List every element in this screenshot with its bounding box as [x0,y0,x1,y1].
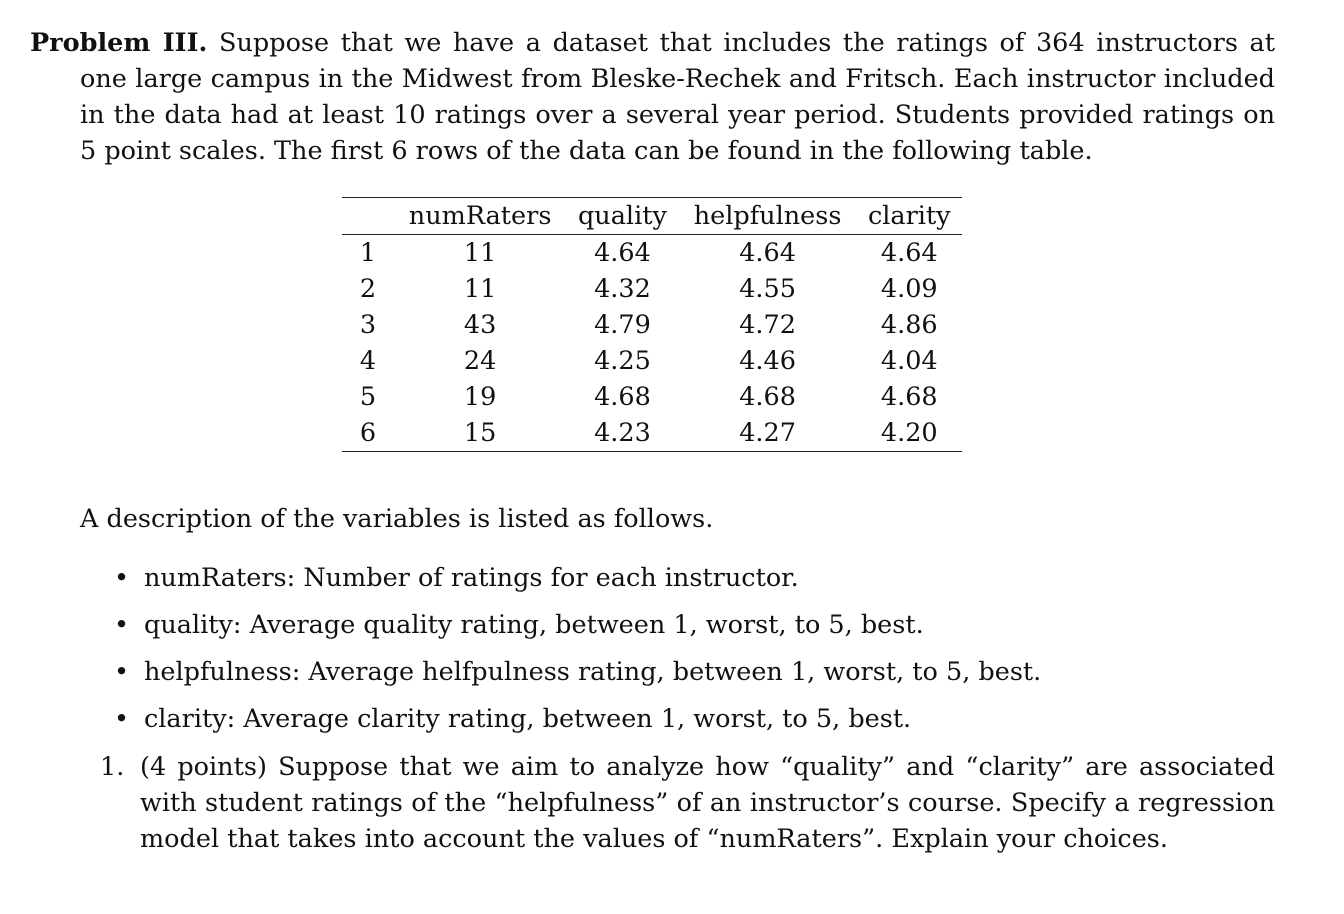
table-header-numraters: numRaters [394,198,566,235]
table-cell: 4.09 [880,274,938,304]
table-cell: 19 [463,382,497,412]
list-item [110,560,1270,607]
table-cell: 4.64 [594,238,651,268]
table-cell: 4.04 [880,346,938,376]
table-cell: 4.55 [739,274,796,304]
table-row [342,343,962,379]
question-number: 1. [100,752,125,782]
table-cell: 24 [463,346,497,376]
table-cell: 4.27 [679,415,857,452]
table-cell: 4.64 [739,238,796,268]
table-row [342,271,962,307]
table-cell: 11 [463,238,497,268]
table-header-quality: quality [566,198,678,235]
table-cell: 4.86 [880,310,938,340]
table-header-clarity: clarity [857,198,962,235]
table-cell: 4.68 [594,382,651,412]
table-cell: 4.20 [857,415,962,452]
variable-description: helpfulness: Average helfpulness rating, between 1, worst, to 5, best. [144,657,1042,687]
table-cell: 11 [463,274,497,304]
bullet-icon: • [114,563,130,593]
table-cell: 4.46 [739,346,796,376]
table-cell: 4.23 [566,415,678,452]
list-item [110,607,1270,654]
table-header-row [342,198,962,235]
table-row [342,415,962,452]
table-cell: 4.68 [880,382,938,412]
variable-description: quality: Average quality rating, between 1, worst, to 5, best. [144,610,924,640]
table-row [342,379,962,415]
table-row [342,235,962,272]
table-cell: 1 [359,238,377,268]
problem-statement [30,25,1275,169]
table-cell: 4.25 [594,346,651,376]
table-cell: 15 [394,415,566,452]
table-cell: 43 [463,310,497,340]
question-text: (4 points) Suppose that we aim to analyze how “quality” and “clarity” are associated with student ratings of the “helpfulness” of an instructor’s course. Specify a regression model that takes into account the values of “numRaters”. Explain your choices. [140,752,1275,854]
problem-label: Problem III. [30,28,208,58]
bullet-icon: • [114,610,130,640]
table-cell: 4 [359,346,377,376]
description-intro: A description of the variables is listed as follows. [80,504,714,534]
table-header-index [342,198,394,235]
data-table [342,197,962,452]
problem-text: Suppose that we have a dataset that includes the ratings of 364 instructors at one large campus in the Midwest from Bleske-Rechek and Fritsch. Each instructor included in the data had at least 10 ratings over a several year period. Students provided ratings on 5 point scales. The first 6 rows of the data can be found in the following table. [80,28,1275,166]
table-cell: 6 [342,415,394,452]
table-cell: 4.32 [594,274,651,304]
variable-description: numRaters: Number of ratings for each instructor. [144,563,799,593]
question-list [100,749,1275,857]
table-cell: 4.68 [739,382,796,412]
table-cell: 5 [359,382,377,412]
table-header-helpfulness: helpfulness [679,198,857,235]
list-item [110,654,1270,701]
variable-description: clarity: Average clarity rating, between 1, worst, to 5, best. [144,704,912,734]
table-cell: 4.72 [739,310,796,340]
table-cell: 4.64 [880,238,938,268]
bullet-icon: • [114,657,130,687]
bullet-icon: • [114,704,130,734]
list-item [110,701,1270,748]
table-row [342,307,962,343]
question-item [100,749,1275,857]
variable-list [110,560,1270,748]
table-cell: 4.79 [594,310,651,340]
table-cell: 3 [359,310,377,340]
table-cell: 2 [359,274,377,304]
